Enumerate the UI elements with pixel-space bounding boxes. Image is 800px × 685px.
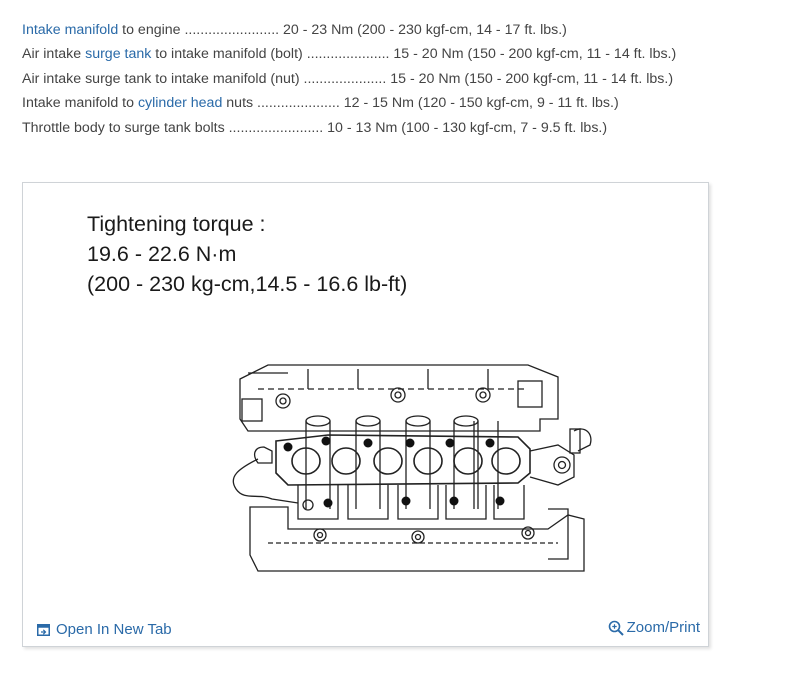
intake-manifold-drawing: [228, 359, 600, 577]
torque-spec-line: [22, 91, 676, 115]
open-in-new-tab-label[interactable]: Open In New Tab: [56, 621, 172, 638]
new-tab-icon: [37, 624, 50, 636]
figure-caption: [87, 209, 407, 299]
spec-term-link[interactable]: surge tank: [85, 46, 152, 63]
spec-term-link[interactable]: Intake manifold: [22, 22, 119, 38]
torque-value-nm: 19.6 - 22.6 N·m: [87, 242, 237, 266]
zoom-print-link[interactable]: [608, 619, 700, 636]
torque-spec-line: [22, 42, 676, 66]
spec-text: Throttle body to surge tank bolts ........................ 10 - 13 Nm (100 - 130 kgf-cm, 7 - 9.5 ft. lbs.): [22, 119, 608, 136]
torque-spec-line: [22, 116, 676, 140]
spec-term-link[interactable]: cylinder head: [137, 95, 223, 112]
figure-panel: [22, 182, 709, 647]
zoom-print-label[interactable]: Zoom/Print: [626, 619, 700, 636]
torque-spec-line: [22, 18, 676, 42]
spec-text: Air intake: [22, 46, 86, 63]
spec-text: nuts ..................... 12 - 15 Nm (120 - 150 kgf-cm, 9 - 11 ft. lbs.): [222, 95, 619, 112]
torque-heading: Tightening torque :: [87, 212, 266, 236]
magnifier-icon: [608, 620, 624, 636]
spec-text: Intake manifold to: [22, 95, 138, 112]
open-in-new-tab-link[interactable]: [37, 621, 172, 638]
spec-text: Air intake surge tank to intake manifold (nut) ..................... 15 - 20 Nm (150 - 200 kgf-cm, 11 - 14 ft. lbs.): [22, 70, 674, 87]
spec-text: to intake manifold (bolt) ..................... 15 - 20 Nm (150 - 200 kgf-cm, 11 - 14 ft. lbs.): [151, 46, 677, 63]
torque-value-kgcm: (200 - 230 kg-cm,14.5 - 16.6 lb-ft): [87, 272, 408, 296]
spec-text: to engine ........................ 20 - 23 Nm (200 - 230 kgf-cm, 14 - 17 ft. lbs.): [118, 22, 567, 38]
torque-spec-list: [22, 18, 676, 140]
torque-spec-line: [22, 67, 676, 91]
